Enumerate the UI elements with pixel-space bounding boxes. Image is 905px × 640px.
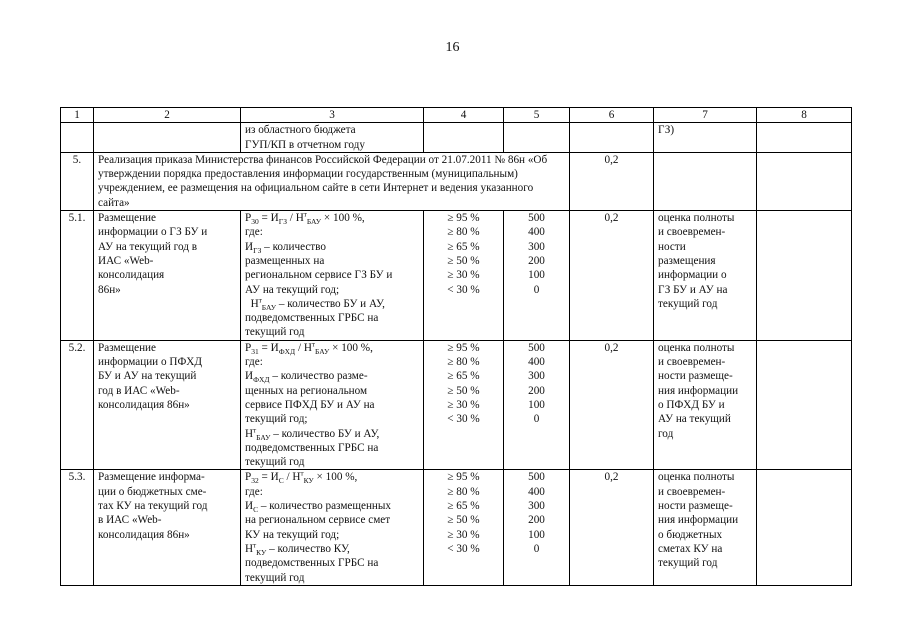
row-number: 5. [61,152,94,210]
table-row [61,340,852,470]
row-number: 5.3. [61,470,94,585]
table-row [61,123,852,153]
column-number: 4 [424,108,504,123]
indicator-name: Размещение информации о ГЗ БУ и АУ на текущий год в ИАС «Web- консолидация 86н» [94,211,241,341]
formula-cell: $Р_{31} = И_{ФХД} / Н^т_{БАУ} \times 100$ %, где: $И_{ФХД}$ – количество разме- щенных на региональном сервисе ПФХД БУ и АУ на текущий год; $Н^т_{БАУ}$ – количество БУ и АУ, подведомственных ГРБС на текущий год [241,340,424,470]
column-number-row [61,108,852,123]
indicator-name: Размещение информа- ции о бюджетных сме- тах КУ на текущий год в ИАС «Web- консолидация 86н» [94,470,241,585]
purpose-cell: оценка полноты и своевремен- ности размеще- ния информации о ПФХД БУ и АУ на текущий год [654,340,757,470]
criteria-table [60,107,852,586]
section-title: Реализация приказа Министерства финансов Российской Федерации от 21.07.2011 № 86н «Об утверждении порядка предоставления информации государственным (муниципальным) учреждением, ее размещения на официальном сайте в сети Интернет и ведения указанного сайта» [94,152,570,210]
table-row [61,211,852,341]
purpose-cell: ГЗ) [654,123,757,153]
column-number: 2 [94,108,241,123]
column-number: 6 [570,108,654,123]
row-number: 5.1. [61,211,94,341]
weight-cell: 0,2 [570,211,654,341]
column-number: 5 [504,108,570,123]
formula-cell: $Р_{30} = И_{ГЗ} / Н^т_{БАУ} \times 100$ %, где: $И_{ГЗ}$ – количество размещенных на региональном сервисе ГЗ БУ и АУ на текущий год; $Н^т_{БАУ}$ – количество БУ и АУ, подведомственных ГРБС на текущий год [241,211,424,341]
formula: $Р_{32} = И_С / Н^т_{КУ} \times 100$ %, [245,469,358,486]
formula-cell [241,123,424,153]
score-cell: 500 400 300 200 100 0 [504,211,570,341]
score-cell: 500 400 300 200 100 0 [504,340,570,470]
threshold-cell: ≥ 95 % ≥ 80 % ≥ 65 % ≥ 50 % ≥ 30 % < 30 % [424,470,504,585]
indicator-name: Размещение информации о ПФХД БУ и АУ на текущий год в ИАС «Web- консолидация 86н» [94,340,241,470]
score-cell: 500 400 300 200 100 0 [504,470,570,585]
weight-cell: 0,2 [570,152,654,210]
formula-cell: $Р_{32} = И_С / Н^т_{КУ} \times 100$ %, где: $И_С$ – количество размещенных на региональном сервисе смет КУ на текущий год; $Н^т_{КУ}$ – количество КУ, подведомственных ГРБС на текущий год [241,470,424,585]
table-row [61,152,852,210]
column-number: 3 [241,108,424,123]
formula: $Р_{31} = И_{ФХД} / Н^т_{БАУ} \times 100$ %, [245,340,373,356]
threshold-cell: ≥ 95 % ≥ 80 % ≥ 65 % ≥ 50 % ≥ 30 % < 30 % [424,340,504,470]
row-number: 5.2. [61,340,94,470]
purpose-cell: оценка полноты и своевремен- ности размещения информации о ГЗ БУ и АУ на текущий год [654,211,757,341]
text-line: ГУП/КП в отчетном году [245,138,365,151]
purpose-cell: оценка полноты и своевремен- ности размеще- ния информации о бюджетных сметах КУ на текущий год [654,470,757,585]
threshold-cell: ≥ 95 % ≥ 80 % ≥ 65 % ≥ 50 % ≥ 30 % < 30 % [424,211,504,341]
weight-cell: 0,2 [570,340,654,470]
formula: $Р_{30} = И_{ГЗ} / Н^т_{БАУ} \times 100$ %, [245,210,365,227]
column-number: 1 [61,108,94,123]
page-number: 16 [445,40,460,55]
table-row [61,470,852,585]
weight-cell: 0,2 [570,470,654,585]
text-line: из областного бюджета [245,124,356,137]
column-number: 7 [654,108,757,123]
column-number: 8 [757,108,852,123]
